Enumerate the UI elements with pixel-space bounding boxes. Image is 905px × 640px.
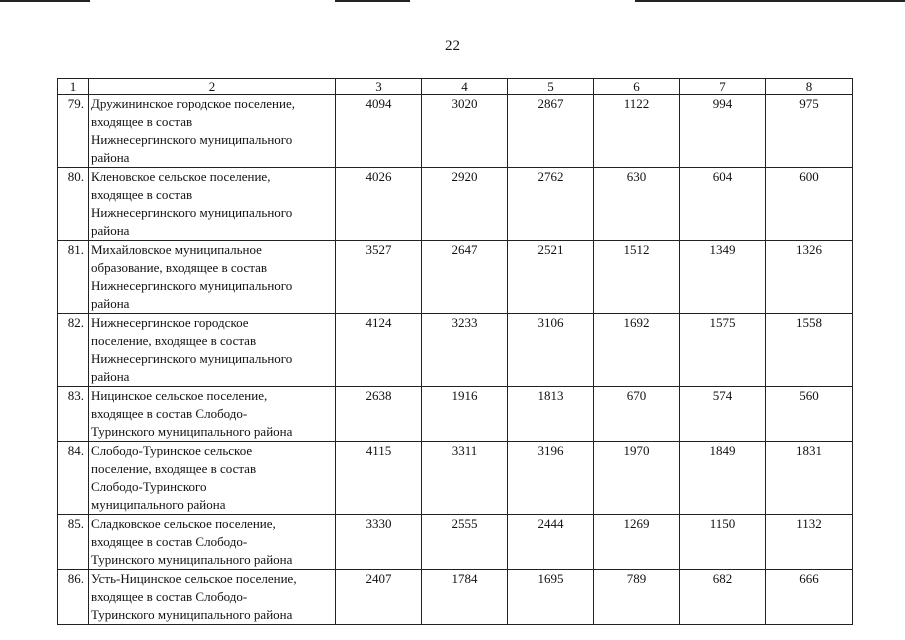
column-header: 4 bbox=[422, 79, 508, 95]
municipality-name-cell bbox=[89, 442, 336, 515]
column-header: 2 bbox=[89, 79, 336, 95]
municipality-name-cell bbox=[89, 387, 336, 442]
row-number: 85. bbox=[58, 515, 89, 570]
value-cell: 1784 bbox=[422, 570, 508, 625]
value-cell: 574 bbox=[680, 387, 766, 442]
column-header: 1 bbox=[58, 79, 89, 95]
value-cell: 2638 bbox=[336, 387, 422, 442]
municipality-name-line: Туринского муниципального района bbox=[91, 552, 293, 567]
municipality-name-line: Кленовское сельское поселение, bbox=[91, 169, 271, 184]
value-cell: 1849 bbox=[680, 442, 766, 515]
top-edge-rule-left bbox=[0, 0, 90, 2]
row-number: 80. bbox=[58, 168, 89, 241]
value-cell: 1970 bbox=[594, 442, 680, 515]
municipality-name-line: входящее в состав Слободо- bbox=[91, 406, 248, 421]
municipality-name-line: Слободо-Туринское сельское bbox=[91, 443, 253, 458]
value-cell: 1512 bbox=[594, 241, 680, 314]
value-cell: 1349 bbox=[680, 241, 766, 314]
row-number: 82. bbox=[58, 314, 89, 387]
row-number: 81. bbox=[58, 241, 89, 314]
value-cell: 2407 bbox=[336, 570, 422, 625]
value-cell: 560 bbox=[766, 387, 853, 442]
value-cell: 975 bbox=[766, 95, 853, 168]
value-cell: 630 bbox=[594, 168, 680, 241]
value-cell: 600 bbox=[766, 168, 853, 241]
column-header: 5 bbox=[508, 79, 594, 95]
value-cell: 1558 bbox=[766, 314, 853, 387]
value-cell: 4115 bbox=[336, 442, 422, 515]
municipality-name-line: муниципального района bbox=[91, 497, 226, 512]
municipality-name-cell bbox=[89, 515, 336, 570]
top-edge-rule-middle bbox=[335, 0, 410, 2]
value-cell: 3330 bbox=[336, 515, 422, 570]
municipality-name-line: Нижнесергинского муниципального bbox=[91, 205, 293, 220]
value-cell: 682 bbox=[680, 570, 766, 625]
table-row bbox=[58, 95, 853, 168]
table-row bbox=[58, 442, 853, 515]
row-number: 83. bbox=[58, 387, 89, 442]
municipality-name-cell bbox=[89, 570, 336, 625]
municipality-name-line: района bbox=[91, 150, 130, 165]
value-cell: 1831 bbox=[766, 442, 853, 515]
row-number: 84. bbox=[58, 442, 89, 515]
column-header: 3 bbox=[336, 79, 422, 95]
municipality-name-line: входящее в состав Слободо- bbox=[91, 589, 248, 604]
value-cell: 4094 bbox=[336, 95, 422, 168]
municipality-name-line: Туринского муниципального района bbox=[91, 607, 293, 622]
value-cell: 4124 bbox=[336, 314, 422, 387]
value-cell: 1916 bbox=[422, 387, 508, 442]
table-row bbox=[58, 314, 853, 387]
value-cell: 1132 bbox=[766, 515, 853, 570]
value-cell: 1813 bbox=[508, 387, 594, 442]
municipality-name-line: входящее в состав Слободо- bbox=[91, 534, 248, 549]
value-cell: 3527 bbox=[336, 241, 422, 314]
municipality-name-line: Усть-Ницинское сельское поселение, bbox=[91, 571, 297, 586]
value-cell: 2920 bbox=[422, 168, 508, 241]
value-cell: 994 bbox=[680, 95, 766, 168]
column-header: 8 bbox=[766, 79, 853, 95]
value-cell: 789 bbox=[594, 570, 680, 625]
value-cell: 2521 bbox=[508, 241, 594, 314]
value-cell: 2444 bbox=[508, 515, 594, 570]
value-cell: 2555 bbox=[422, 515, 508, 570]
value-cell: 1122 bbox=[594, 95, 680, 168]
value-cell: 666 bbox=[766, 570, 853, 625]
value-cell: 1695 bbox=[508, 570, 594, 625]
value-cell: 2867 bbox=[508, 95, 594, 168]
municipality-name-line: Нижнесергинского муниципального bbox=[91, 278, 293, 293]
value-cell: 604 bbox=[680, 168, 766, 241]
municipality-name-line: Дружининское городское поселение, bbox=[91, 96, 295, 111]
value-cell: 3311 bbox=[422, 442, 508, 515]
municipality-name-line: Слободо-Туринского bbox=[91, 479, 207, 494]
value-cell: 2647 bbox=[422, 241, 508, 314]
page-number: 22 bbox=[445, 38, 460, 54]
table-body bbox=[58, 95, 853, 625]
value-cell: 1326 bbox=[766, 241, 853, 314]
municipality-name-line: Нижнесергинское городское bbox=[91, 315, 249, 330]
column-header: 7 bbox=[680, 79, 766, 95]
value-cell: 4026 bbox=[336, 168, 422, 241]
row-number: 79. bbox=[58, 95, 89, 168]
municipality-name-line: Ницинское сельское поселение, bbox=[91, 388, 268, 403]
value-cell: 1269 bbox=[594, 515, 680, 570]
municipality-name-line: входящее в состав bbox=[91, 114, 193, 129]
value-cell: 2762 bbox=[508, 168, 594, 241]
municipality-name-line: района bbox=[91, 223, 130, 238]
municipality-name-line: Туринского муниципального района bbox=[91, 424, 293, 439]
municipality-name-line: входящее в состав bbox=[91, 187, 193, 202]
municipality-name-line: поселение, входящее в состав bbox=[91, 461, 257, 476]
table-row bbox=[58, 570, 853, 625]
value-cell: 670 bbox=[594, 387, 680, 442]
municipality-name-line: Нижнесергинского муниципального bbox=[91, 351, 293, 366]
table-row bbox=[58, 387, 853, 442]
data-table bbox=[57, 78, 853, 625]
table-row bbox=[58, 515, 853, 570]
value-cell: 3106 bbox=[508, 314, 594, 387]
municipality-name-line: района bbox=[91, 296, 130, 311]
municipality-name-line: Нижнесергинского муниципального bbox=[91, 132, 293, 147]
column-header: 6 bbox=[594, 79, 680, 95]
municipality-name-cell bbox=[89, 168, 336, 241]
municipality-name-cell bbox=[89, 314, 336, 387]
municipality-name-line: Сладковское сельское поселение, bbox=[91, 516, 276, 531]
value-cell: 3020 bbox=[422, 95, 508, 168]
value-cell: 3233 bbox=[422, 314, 508, 387]
municipality-name-line: района bbox=[91, 369, 130, 384]
municipality-name-line: Михайловское муниципальное bbox=[91, 242, 262, 257]
municipality-name-cell bbox=[89, 241, 336, 314]
value-cell: 1575 bbox=[680, 314, 766, 387]
header-row bbox=[58, 79, 853, 95]
municipality-name-cell bbox=[89, 95, 336, 168]
value-cell: 3196 bbox=[508, 442, 594, 515]
top-edge-rule-right bbox=[635, 0, 905, 2]
row-number: 86. bbox=[58, 570, 89, 625]
municipality-name-line: образование, входящее в состав bbox=[91, 260, 268, 275]
table-row bbox=[58, 241, 853, 314]
value-cell: 1692 bbox=[594, 314, 680, 387]
table-row bbox=[58, 168, 853, 241]
value-cell: 1150 bbox=[680, 515, 766, 570]
municipality-name-line: поселение, входящее в состав bbox=[91, 333, 257, 348]
